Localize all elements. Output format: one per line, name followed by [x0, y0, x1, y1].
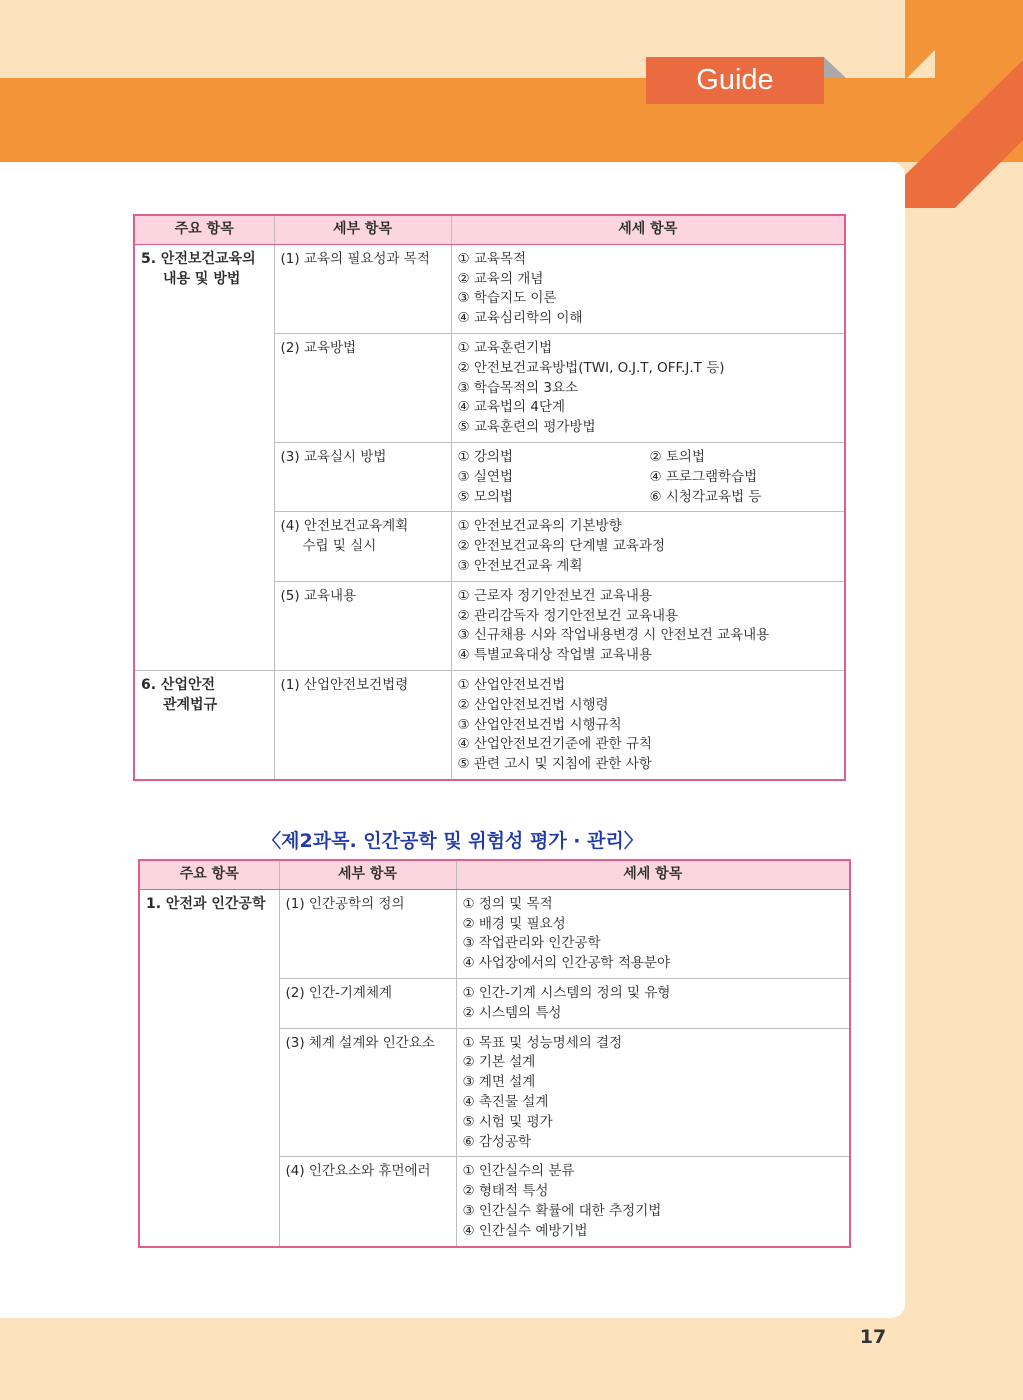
header-main-item: 주요 항목: [134, 215, 274, 244]
detail-line: ① 정의 및 목적: [462, 895, 553, 912]
sub-item-text: (1) 인간공학의 정의: [285, 895, 405, 912]
detail-line: ① 목표 및 성능명세의 결정: [462, 1034, 623, 1051]
main-item-text: 5. 안전보건교육의: [141, 250, 256, 267]
detail-line: ⑥ 감성공학: [462, 1133, 532, 1150]
sub-item-cell: [274, 442, 451, 511]
page-number: 17: [859, 1326, 887, 1348]
detail-line: ① 교육훈련기법: [457, 339, 553, 356]
detail-line: ① 강의법: [457, 448, 514, 465]
main-item-text: 1. 안전과 인간공학: [146, 895, 266, 912]
detail-line: ④ 산업안전보건기준에 관한 규칙: [457, 736, 653, 753]
syllabus-table-1: [133, 214, 846, 781]
detail-line: ③ 계면 설계: [462, 1074, 536, 1091]
detail-line: ② 안전보건교육의 단계별 교육과정: [457, 538, 666, 555]
sub-item-cell: [274, 581, 451, 670]
section-title: 〈제2과목. 인간공학 및 위험성 평가 · 관리〉: [262, 830, 643, 852]
table-header-row: [134, 215, 845, 244]
detail-line: ④ 특별교육대상 작업별 교육내용: [457, 647, 653, 664]
detail-line: ⑥ 시청각교육법 등: [649, 488, 762, 505]
detail-line: ① 인간-기계 시스템의 정의 및 유형: [462, 984, 671, 1001]
guide-tab: [646, 57, 824, 104]
guide-tab-label: Guide: [696, 64, 774, 96]
table-row: [134, 670, 845, 779]
sub-item-cell: [279, 1028, 456, 1157]
sub-item-text: (1) 교육의 필요성과 목적: [280, 250, 430, 267]
detail-line: ② 교육의 개념: [457, 270, 544, 287]
detail-line: ⑤ 관련 고시 및 지침에 관한 사항: [457, 756, 652, 773]
sub-item-text: (5) 교육내용: [280, 587, 357, 604]
sub-item-cell: [274, 333, 451, 442]
detail-two-column-list: [458, 448, 839, 507]
detail-line: ④ 인간실수 예방기법: [462, 1222, 588, 1239]
sub-item-text: (2) 인간-기계체계: [285, 984, 393, 1001]
detail-line: ② 형태적 특성: [462, 1183, 549, 1200]
detail-line: ④ 교육법의 4단계: [457, 399, 566, 416]
sub-item-text: 수립 및 실시: [302, 538, 377, 555]
table-header-row: [139, 860, 850, 889]
sub-item-text: (3) 체계 설계와 인간요소: [285, 1034, 435, 1051]
table-row: [134, 244, 845, 333]
header-detail-item: 세세 항목: [456, 860, 850, 889]
detail-line: ③ 신규채용 시와 작업내용변경 시 안전보건 교육내용: [457, 627, 770, 644]
sub-item-cell: [279, 1157, 456, 1247]
detail-line: ① 인간실수의 분류: [462, 1163, 575, 1180]
sub-item-text: (4) 안전보건교육계획: [280, 518, 409, 535]
detail-line: ② 시스템의 특성: [462, 1004, 562, 1021]
detail-line: ④ 교육심리학의 이해: [457, 310, 583, 327]
detail-item-cell: [456, 889, 850, 978]
detail-line: ④ 사업장에서의 인간공학 적용분야: [462, 955, 671, 972]
detail-item-cell: [451, 333, 845, 442]
detail-line: ② 관리감독자 정기안전보건 교육내용: [457, 607, 679, 624]
detail-line: ① 근로자 정기안전보건 교육내용: [457, 587, 653, 604]
detail-item-cell: [456, 1157, 850, 1247]
sub-item-text: (3) 교육실시 방법: [280, 448, 387, 465]
main-item-cell: [134, 670, 274, 779]
detail-line: ④ 프로그램학습법: [649, 468, 758, 485]
detail-line: ③ 안전보건교육 계획: [457, 557, 583, 574]
sub-item-cell: [274, 512, 451, 581]
main-item-text: 6. 산업안전: [141, 676, 216, 693]
detail-line: ③ 학습지도 이론: [457, 290, 557, 307]
detail-line: ② 안전보건교육방법(TWI, O.J.T, OFF.J.T 등): [457, 359, 725, 376]
detail-line: ② 토의법: [649, 448, 706, 465]
main-item-cell: [139, 889, 279, 1246]
sub-item-cell: [279, 978, 456, 1028]
sub-item-text: (1) 산업안전보건법령: [280, 676, 409, 693]
detail-item-cell: [456, 978, 850, 1028]
sub-item-cell: [274, 244, 451, 333]
detail-line: ① 산업안전보건법: [457, 676, 566, 693]
detail-line: ① 교육목적: [457, 250, 527, 267]
detail-line: ③ 인간실수 확률에 대한 추정기법: [462, 1202, 662, 1219]
detail-line: ④ 촉진물 설계: [462, 1093, 549, 1110]
header-sub-item: 세부 항목: [279, 860, 456, 889]
main-item-text: 내용 및 방법: [163, 270, 241, 287]
sub-item-text: (2) 교육방법: [280, 339, 357, 356]
detail-line: ③ 작업관리와 인간공학: [462, 935, 601, 952]
syllabus-table-2: [138, 859, 851, 1248]
detail-item-cell: [451, 244, 845, 333]
sub-item-cell: [279, 889, 456, 978]
sub-item-text: (4) 인간요소와 휴먼에러: [285, 1163, 431, 1180]
detail-item-cell: [451, 581, 845, 670]
detail-item-cell: [451, 670, 845, 779]
main-item-cell: [134, 244, 274, 670]
header-main-item: 주요 항목: [139, 860, 279, 889]
detail-line: ② 배경 및 필요성: [462, 915, 566, 932]
header-sub-item: 세부 항목: [274, 215, 451, 244]
detail-line: ③ 산업안전보건법 시행규칙: [457, 716, 622, 733]
detail-item-cell: [451, 512, 845, 581]
detail-line: ③ 학습목적의 3요소: [457, 379, 579, 396]
detail-item-cell: [451, 442, 845, 511]
table-row: [139, 889, 850, 978]
sub-item-cell: [274, 670, 451, 779]
detail-line: ⑤ 교육훈련의 평가방법: [457, 419, 596, 436]
detail-line: ③ 실연법: [457, 468, 514, 485]
detail-line: ⑤ 시험 및 평가: [462, 1113, 553, 1130]
detail-line: ⑤ 모의법: [457, 488, 514, 505]
detail-line: ② 산업안전보건법 시행령: [457, 696, 609, 713]
header-detail-item: 세세 항목: [451, 215, 845, 244]
detail-line: ② 기본 설계: [462, 1054, 536, 1071]
detail-line: ① 안전보건교육의 기본방향: [457, 518, 622, 535]
detail-item-cell: [456, 1028, 850, 1157]
main-item-text: 관계법규: [163, 696, 218, 713]
